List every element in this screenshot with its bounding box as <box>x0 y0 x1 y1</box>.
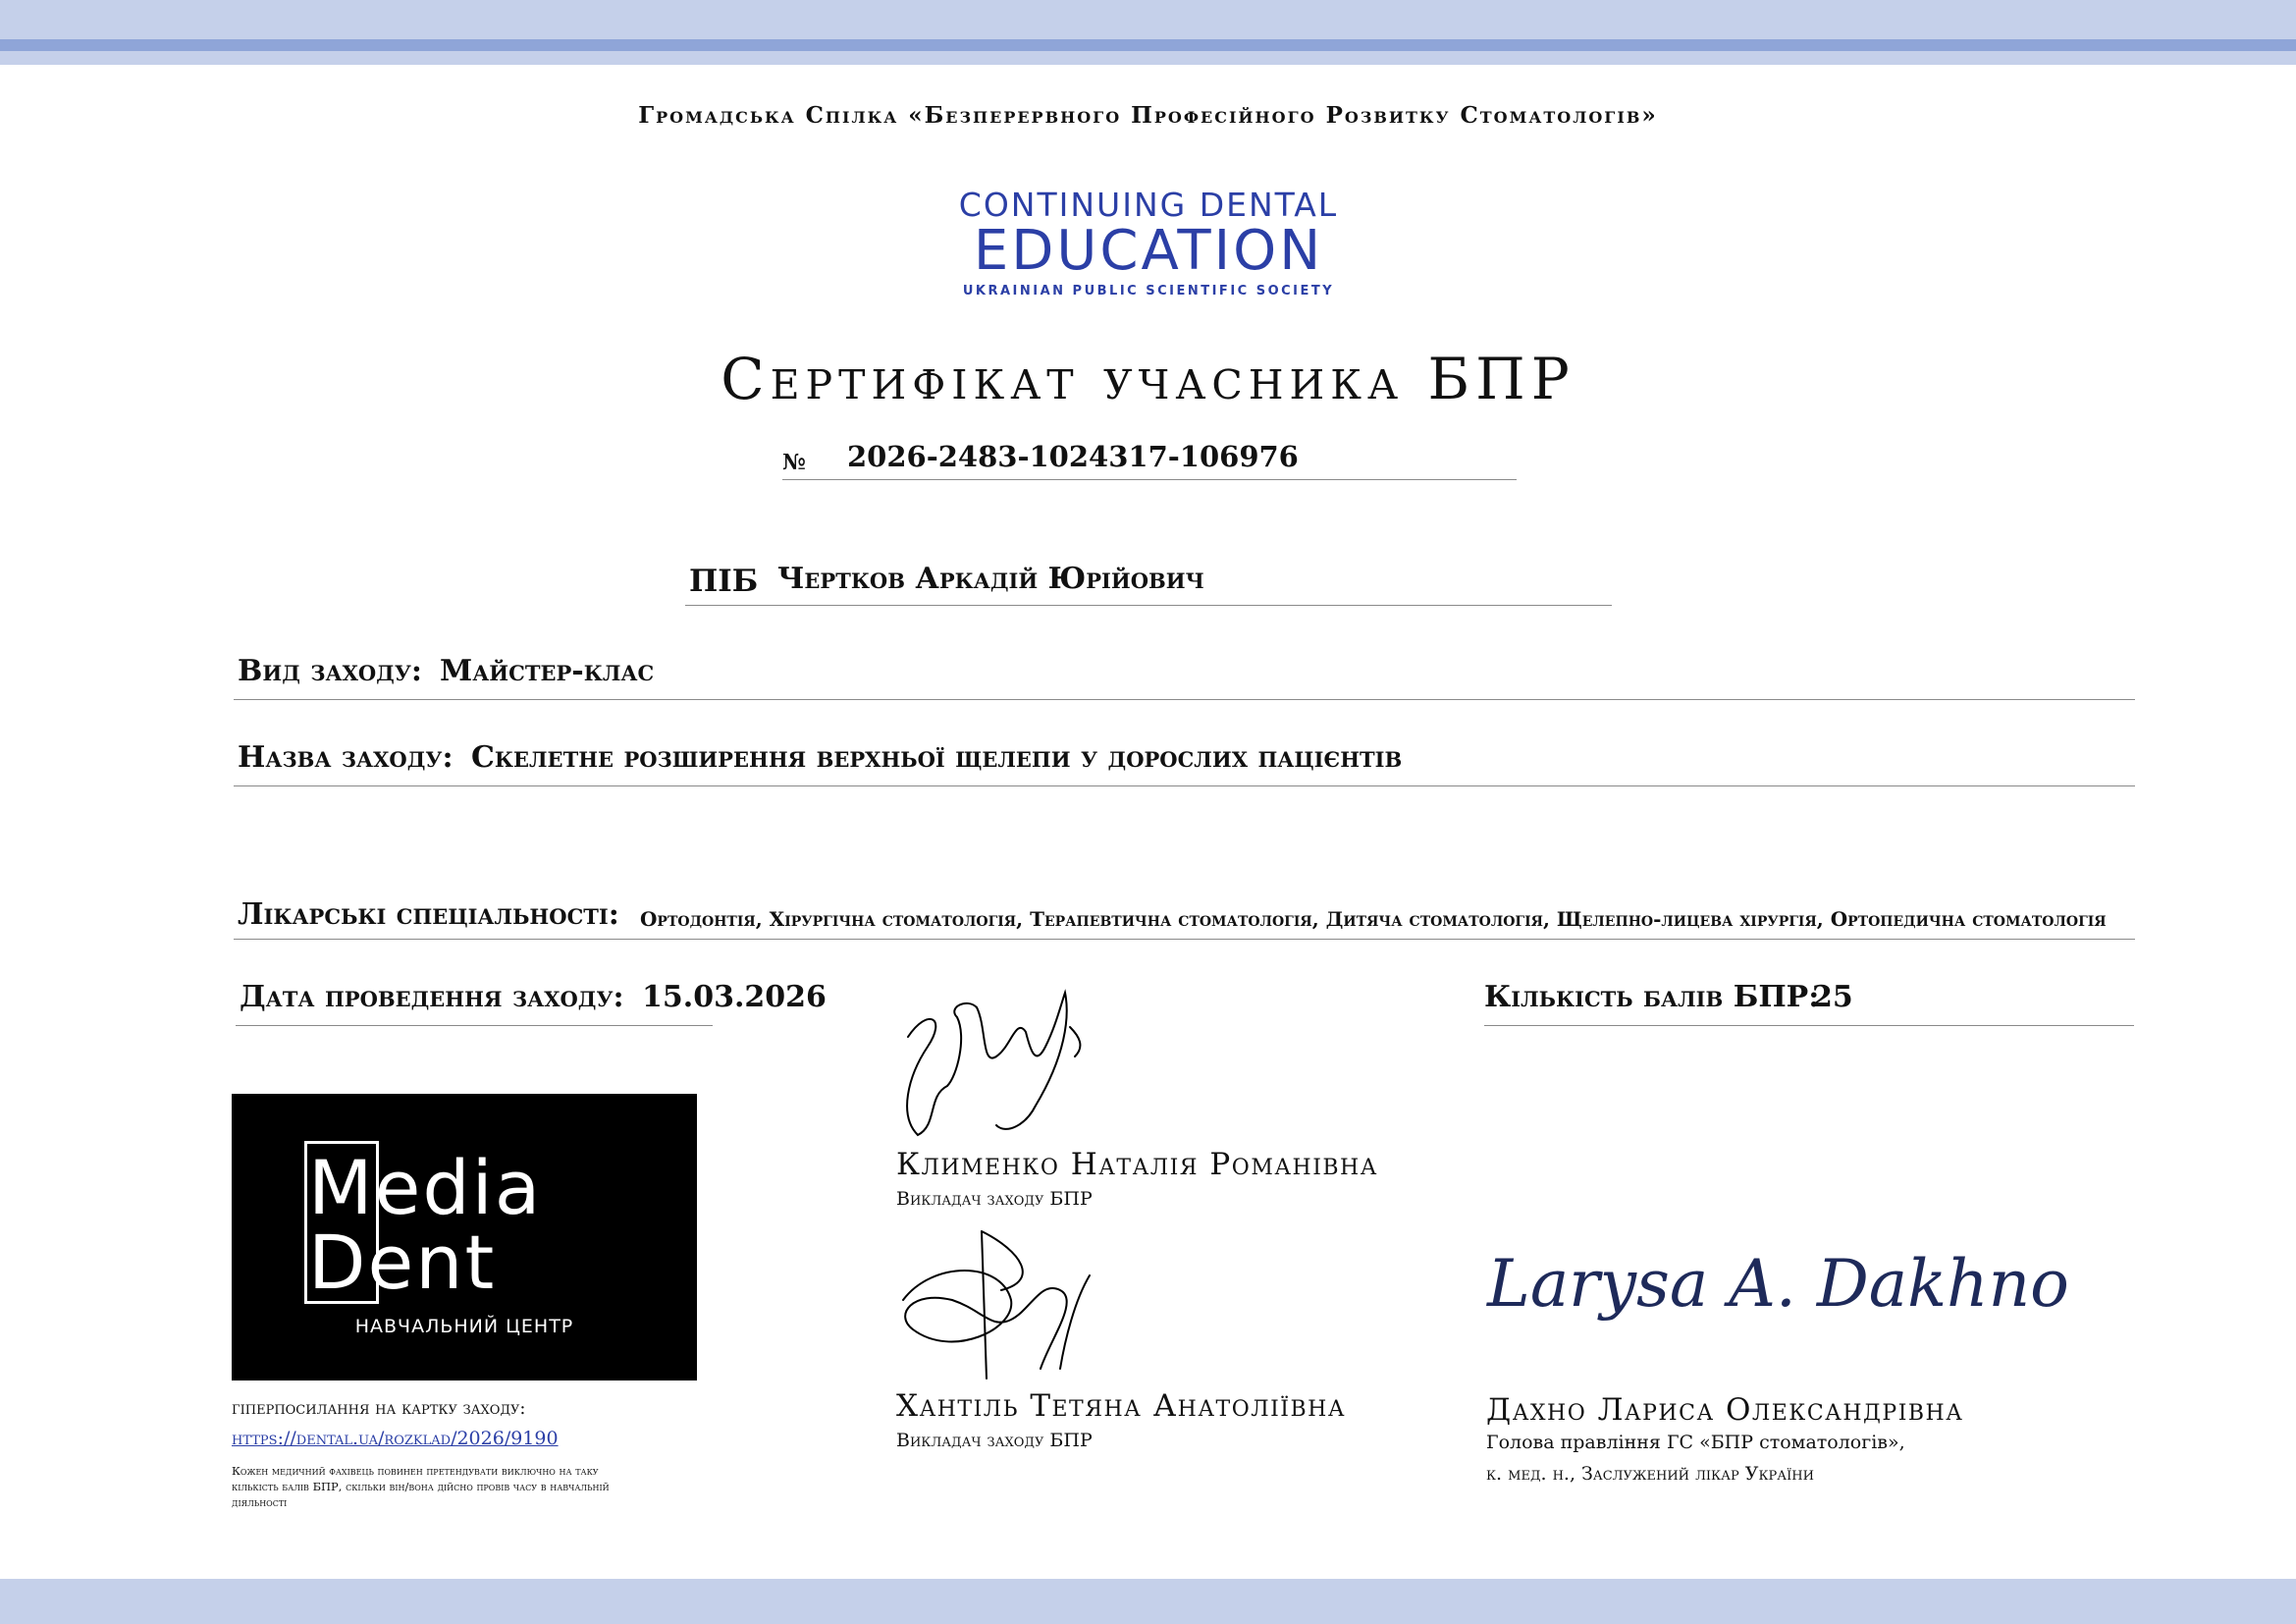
specialties-value: Ортодонтія, Хірургічна стоматологія, Терапевтична стоматологія, Дитяча стоматологія, Щелепно-лицева хірургія, Ортопедична стоматологія <box>640 907 2107 931</box>
logo-subtitle: НАВЧАЛЬНИЙ ЦЕНТР <box>354 1316 574 1337</box>
points-label: Кількість балів БПР: <box>1484 980 1820 1014</box>
hyperlink-label: гіперпосилання на картку заходу: <box>232 1398 526 1419</box>
event-name-row <box>234 740 2135 786</box>
logo-word-dent: Dent <box>308 1218 497 1306</box>
signature-dakhno <box>1477 1218 2069 1355</box>
logo-word-media: Media <box>308 1144 543 1231</box>
event-name-value: Скелетне розширення верхньої щелепи у дорослих пацієнтів <box>471 740 1403 775</box>
organization-name: Громадська Спілка «Безперервного Професійного Розвитку Стоматологів» <box>638 102 1658 129</box>
cde-logo-line3: UKRAINIAN PUBLIC SCIENTIFIC SOCIETY <box>962 284 1335 298</box>
top-border-band <box>0 0 2296 39</box>
signatory-1-role: Викладач заходу БПР <box>896 1188 1093 1210</box>
participant-row <box>685 562 1612 606</box>
event-date-value: 15.03.2026 <box>642 980 827 1014</box>
signature-klymenko <box>888 978 1104 1145</box>
bottom-border-band <box>0 1579 2296 1624</box>
signatory-3-name: Дахно Лариса Олександрівна <box>1486 1392 1964 1428</box>
event-date-label: Дата проведення заходу: <box>240 980 624 1014</box>
certificate-title: Сертифікат учасника БПР <box>721 346 1575 412</box>
signature-khantil <box>893 1221 1109 1388</box>
signature-text: Larysa A. Dakhno <box>1487 1246 2069 1322</box>
media-dent-logo <box>232 1094 697 1380</box>
points-value: 25 <box>1812 980 1853 1014</box>
number-label: № <box>782 450 806 475</box>
signatory-3-role: Голова правління ГС «БПР стоматологів», <box>1486 1432 1905 1453</box>
points-row <box>1484 980 2134 1026</box>
event-card-link[interactable]: https://dental.ua/rozklad/2026/9190 <box>232 1428 559 1449</box>
pib-label: ПІБ <box>689 564 759 599</box>
event-type-value: Майстер-клас <box>440 654 655 688</box>
specialties-label: Лікарські спеціальності: <box>238 897 619 932</box>
signatory-3-role-2: к. мед. н., Заслужений лікар України <box>1486 1463 1814 1485</box>
signatory-2-role: Викладач заходу БПР <box>896 1430 1093 1451</box>
certificate-number: 2026-2483-1024317-106976 <box>847 440 1299 473</box>
signature-stroke <box>903 1231 1090 1379</box>
participant-name: Чертков Аркадій Юрійович <box>777 562 1204 596</box>
notice-text: Кожен медичний фахівець повинен претендувати виключно на таку кількість балів БПР, скільки він/вона дійсно провів часу в навчальній діяльності <box>232 1464 610 1509</box>
specialties-row <box>234 897 2135 940</box>
top-border-band-inner <box>0 51 2296 65</box>
event-name-label: Назва заходу: <box>238 740 454 775</box>
signature-stroke <box>907 993 1080 1135</box>
certificate-number-row <box>782 440 1517 480</box>
cde-logo <box>942 187 1355 304</box>
cde-logo-line2: EDUCATION <box>973 219 1324 283</box>
event-type-label: Вид заходу: <box>238 654 422 688</box>
top-border-accent <box>0 39 2296 51</box>
event-type-row <box>234 654 2135 700</box>
cde-logo-line1: CONTINUING DENTAL <box>958 186 1339 224</box>
event-date-row <box>236 980 827 1026</box>
signatory-1-name: Клименко Наталія Романівна <box>896 1147 1378 1182</box>
signatory-2-name: Хантіль Тетяна Анатоліївна <box>896 1388 1346 1424</box>
